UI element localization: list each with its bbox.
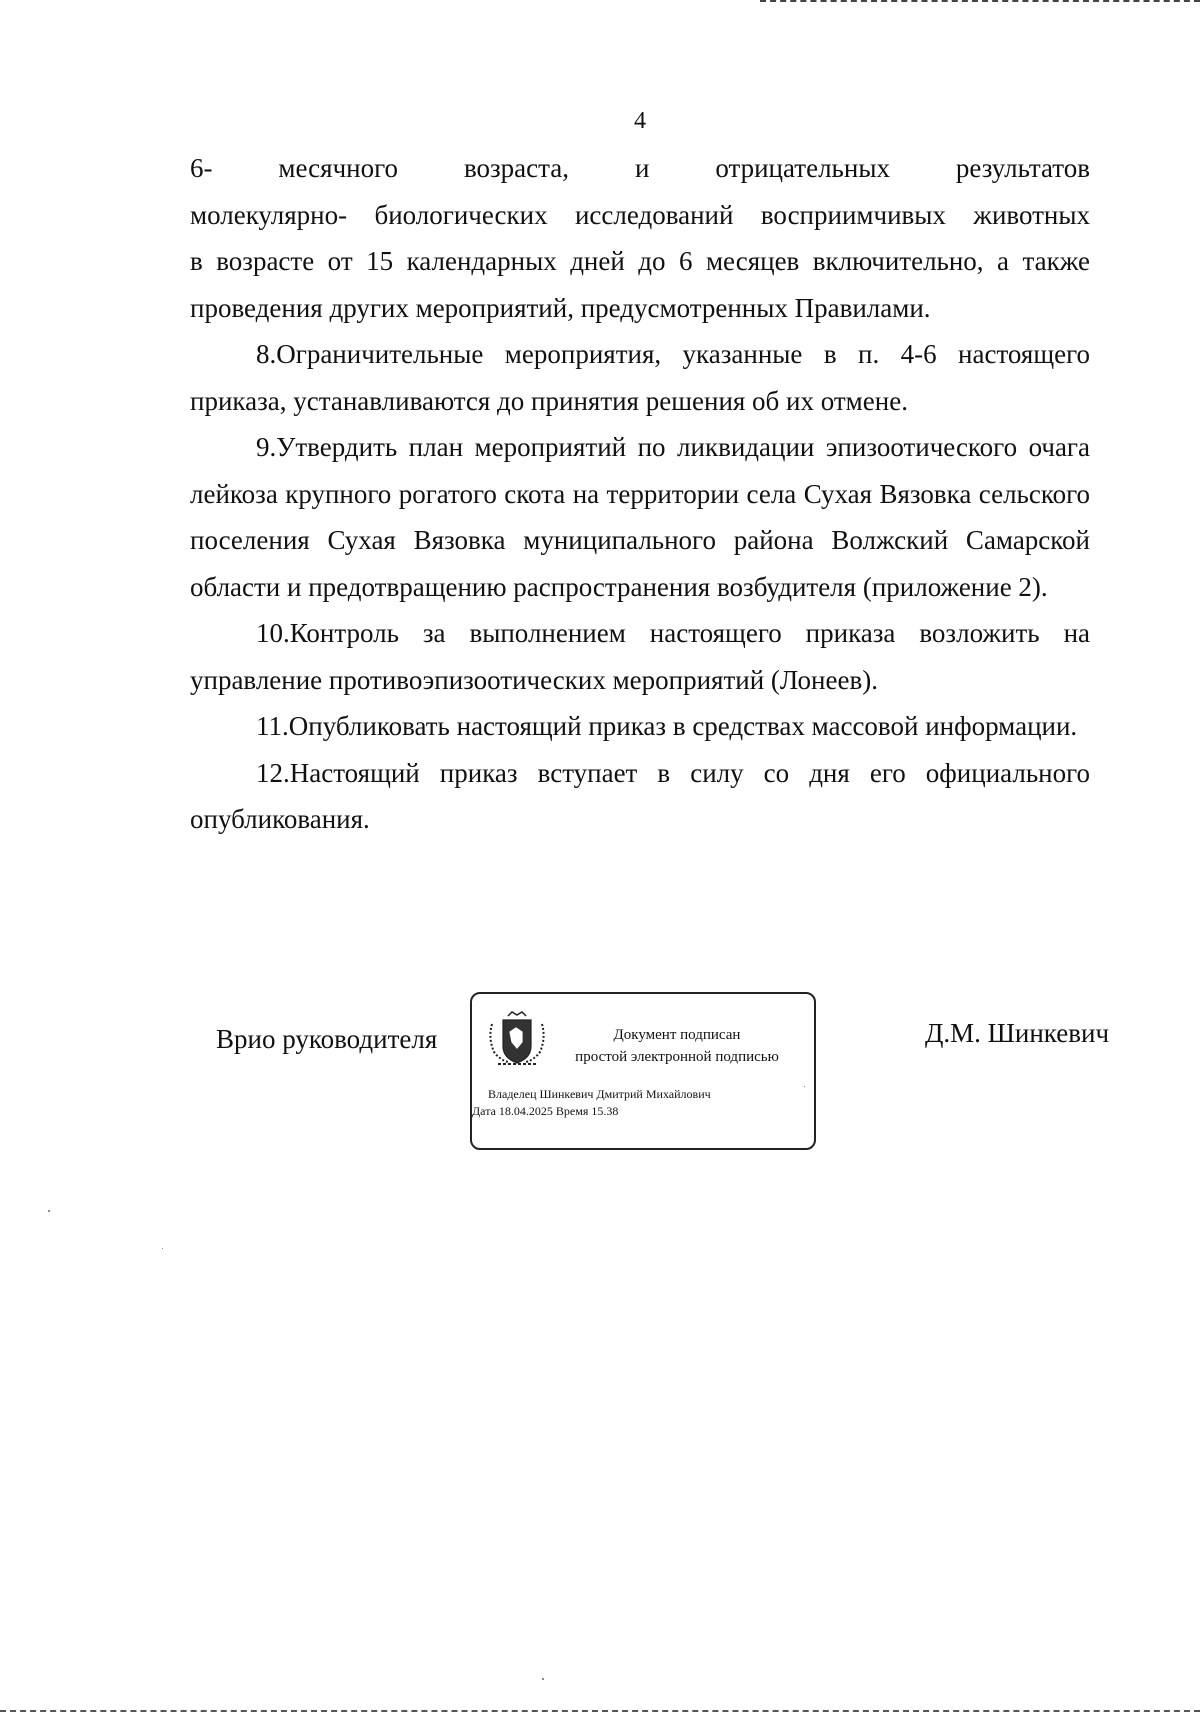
stamp-title-line: простой электронной подписью (575, 1049, 779, 1065)
page-number: 4 (634, 108, 646, 134)
paragraph-11: 11.Опубликовать настоящий приказ в средствах массовой информации. (256, 711, 1078, 741)
scan-speck (162, 1248, 163, 1249)
scan-top-edge-line (760, 0, 1200, 4)
document-body (190, 145, 1090, 843)
stamp-meta (472, 1086, 812, 1120)
scan-speck (804, 1086, 805, 1087)
electronic-signature-stamp (470, 992, 816, 1150)
paragraph-continuation (190, 145, 1090, 331)
signatory-position: Врио руководителя (216, 1024, 438, 1054)
stamp-date-time: Дата 18.04.2025 Время 15.38 (472, 1104, 619, 1118)
stamp-title-line: Документ подписан (613, 1027, 741, 1043)
text-line: проведения других мероприятий, предусмотренных Правилами. (190, 292, 931, 323)
stamp-owner: Владелец Шинкевич Дмитрий Михайлович (488, 1087, 711, 1101)
scan-bottom-edge-line (0, 1710, 1200, 1714)
samara-coat-of-arms-icon (486, 1008, 548, 1068)
scan-speck (48, 1210, 50, 1212)
paragraph-8: 8.Ограничительные мероприятия, указанные в п. 4-6 настоящего приказа, устанавливаются до принятия решения об их отмене. (190, 339, 1090, 416)
paragraph-12: 12.Настоящий приказ вступает в силу со дня его официального опубликования. (190, 757, 1090, 834)
paragraph-10: 10.Контроль за выполнением настоящего приказа возложить на управление противоэпизоотических мероприятий (Лонеев). (190, 618, 1090, 695)
text-line: в возрасте от 15 календарных дней до 6 месяцев включительно, а также (190, 246, 1090, 276)
text-line: 6- месячного возраста, и отрицательных результатов (190, 153, 1090, 183)
stamp-title (552, 1024, 802, 1068)
scan-speck (542, 1678, 544, 1680)
signatory-name: Д.М. Шинкевич (925, 1018, 1110, 1048)
text-line: молекулярно- биологических исследований восприимчивых животных (190, 199, 1090, 230)
paragraph-9: 9.Утвердить план мероприятий по ликвидации эпизоотического очага лейкоза крупного рогатого скота на территории села Сухая Вязовка сельского поселения Сухая Вязовка муниципального района Волжский Самарской области и предотвращению распространения возбудителя (приложение 2). (190, 432, 1090, 602)
